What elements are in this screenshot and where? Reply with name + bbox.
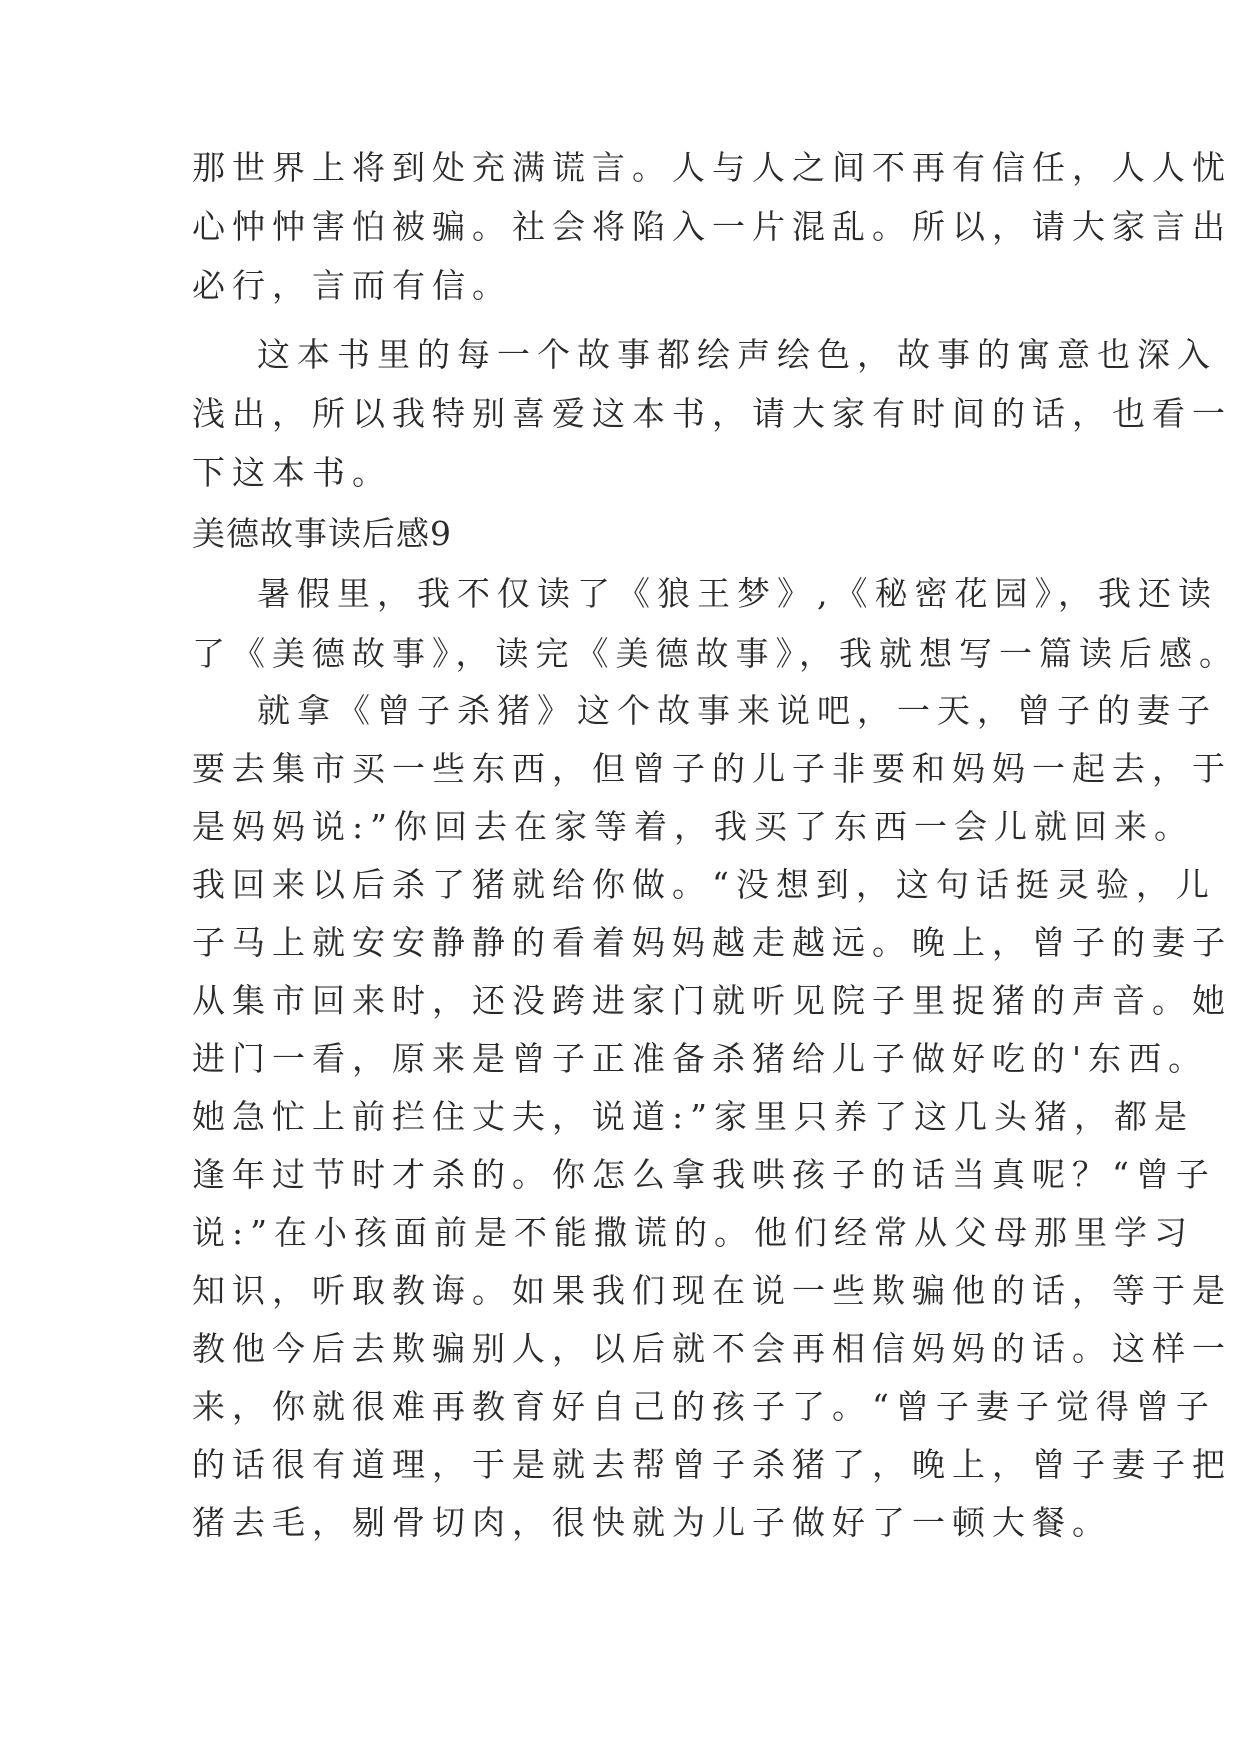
text-line: 我回来以后杀了猪就给你做。“没想到，这句话挺灵验，儿 [192, 865, 1216, 904]
text-line: 那世界上将到处充满谎言。人与人之间不再有信任，人人忧 [192, 148, 1232, 187]
text-line: 下这本书。 [192, 453, 392, 492]
text-line: 猪去毛，剔骨切肉，很快就为儿子做好了一顿大餐。 [192, 1503, 1112, 1542]
section-heading: 美德故事读后感9 [192, 514, 452, 553]
text-line: 教他今后去欺骗别人，以后就不会再相信妈妈的话。这样一 [192, 1329, 1232, 1368]
paragraph-first-line: 就拿《曾子杀猪》这个故事来说吧，一天，曾子的妻子 [257, 691, 1217, 730]
text-line: 她急忙上前拦住丈夫，说道:”家里只养了这几头猪，都是 [192, 1097, 1194, 1136]
text-line: 子马上就安安静静的看着妈妈越走越远。晚上，曾子的妻子 [192, 923, 1232, 962]
text-line: 来，你就很难再教育好自己的孩子了。“曾子妻子觉得曾子 [192, 1387, 1216, 1426]
text-line: 进门一看，原来是曾子正准备杀猪给儿子做好吃的'东西。 [192, 1039, 1209, 1078]
text-line: 逢年过节时才杀的。你怎么拿我哄孩子的话当真呢？“曾子 [192, 1155, 1216, 1194]
text-line: 浅出，所以我特别喜爱这本书，请大家有时间的话，也看一 [192, 394, 1232, 433]
paragraph-first-line: 这本书里的每一个故事都绘声绘色，故事的寓意也深入 [257, 335, 1217, 374]
text-line: 了《美德故事》，读完《美德故事》，我就想写一篇读后感。 [192, 634, 1239, 673]
text-line: 从集市回来时，还没跨进家门就听见院子里捉猪的声音。她 [192, 981, 1232, 1020]
text-line: 的话很有道理，于是就去帮曾子杀猪了，晚上，曾子妻子把 [192, 1445, 1232, 1484]
text-line: 心忡忡害怕被骗。社会将陷入一片混乱。所以，请大家言出 [192, 207, 1232, 246]
text-line: 要去集市买一些东西，但曾子的儿子非要和妈妈一起去，于 [192, 749, 1232, 788]
text-line: 必行，言而有信。 [192, 266, 512, 305]
text-line: 知识，听取教诲。如果我们现在说一些欺骗他的话，等于是 [192, 1271, 1232, 1310]
text-line: 是妈妈说:”你回去在家等着，我买了东西一会儿就回来。 [192, 807, 1194, 846]
paragraph-first-line: 暑假里，我不仅读了《狼王梦》,《秘密花园》，我还读 [257, 574, 1218, 613]
text-line: 说:”在小孩面前是不能撒谎的。他们经常从父母那里学习 [192, 1213, 1194, 1252]
